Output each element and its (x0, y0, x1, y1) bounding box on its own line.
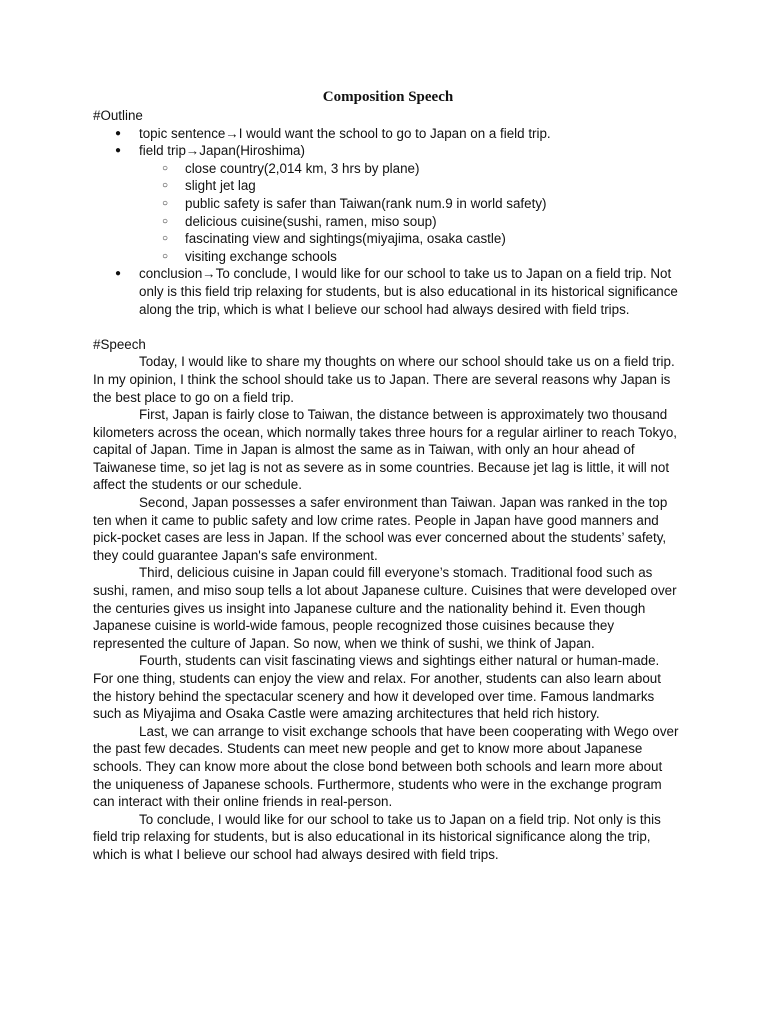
outline-sublist (139, 160, 683, 266)
speech-heading: #Speech (93, 336, 146, 352)
speech-paragraph-second: Second, Japan possesses a safer environment than Taiwan. Japan was ranked in the top ten when it came to public safety and low crime rates. People in Japan have good manners and pick-pocket cases are less in Japan. If the school was ever concerned about the students’ safety, they could guarantee Japan's safe environment. (93, 495, 668, 563)
outline-subitem: ○ close country(2,014 km, 3 hrs by plane) (93, 160, 683, 178)
outline-subitem: ○ visiting exchange schools (93, 248, 683, 266)
outline-item-field-trip (93, 142, 683, 265)
outline-subitem: ○ delicious cuisine(sushi, ramen, miso soup) (93, 213, 683, 231)
speech-paragraph-fourth: Fourth, students can visit fascinating views and sightings either natural or human-made. For one thing, students can enjoy the view and relax. For another, students can also learn about the history behind the spectacular scenery and how it developed over time. Famous landmarks such as Miyajima and Osaka Castle were amazing architectures that held rich history. (93, 653, 661, 722)
outline-item-topic (93, 125, 683, 143)
outline-heading: #Outline (93, 108, 143, 123)
outline-item-text: field trip→Japan(Hiroshima) (139, 143, 305, 159)
outline-item-text: conclusion→To conclude, I would like for our school to take us to Japan on a field trip. Not only is this field trip relaxing for students, but is also educational in its historical significance along the trip, which is what I believe our school had always desired with field trips. (139, 266, 678, 317)
document-page (93, 88, 683, 864)
document-title: Composition Speech (322, 89, 454, 105)
outline-item-conclusion (93, 265, 683, 318)
outline-subitem: ○ fascinating view and sightings(miyajima, osaka castle) (93, 230, 683, 248)
speech-paragraph-conclusion: To conclude, I would like for our school to take us to Japan on a field trip. Not only is this field trip relaxing for students, but is also educational in its historical significance along the trip, which is what I believe our school had always desired with field trips. (93, 811, 661, 862)
speech-paragraph-first: First, Japan is fairly close to Taiwan, the distance between is approximately two thousand kilometers across the ocean, which normally takes three hours for a regular airliner to reach Tokyo, capital of Japan. Time in Japan is almost the same as in Taiwan, with only an hour ahead of Taiwanese time, so jet lag is not as severe as in some countries. Because jet lag is little, it will not affect the students or our schedule. (93, 407, 678, 493)
spacer (93, 318, 683, 336)
outline-item-text: topic sentence→I would want the school to go to Japan on a field trip. (139, 125, 551, 141)
outline-list (93, 125, 683, 319)
outline-subitem: ○ public safety is safer than Taiwan(rank num.9 in world safety) (93, 195, 683, 213)
outline-subitem: ○ slight jet lag (93, 177, 683, 195)
speech-paragraph-last: Last, we can arrange to visit exchange schools that have been cooperating with Wego over the past few decades. Students can meet new people and get to know more about Japanese schools. They can know more about the close bond between both schools and learn more about the uniqueness of Japanese schools. Furthermore, students who were in the exchange program can interact with their online friends in real-person. (93, 723, 679, 810)
speech-paragraph-third: Third, delicious cuisine in Japan could fill everyone’s stomach. Traditional food such as sushi, ramen, and miso soup tells a lot about Japanese culture. Cuisines that were developed over the centuries gives us insight into Japanese culture and the nationality behind it. Even though Japanese cuisine is world-wide famous, people recognized those cuisines because they represented the culture of Japan. So now, when we think of sushi, we think of Japan. (93, 565, 677, 651)
speech-paragraph-intro: Today, I would like to share my thoughts on where our school should take us on a field trip. In my opinion, I think the school should take us to Japan. There are several reasons why Japan is the best place to go on a field trip. (93, 354, 675, 405)
